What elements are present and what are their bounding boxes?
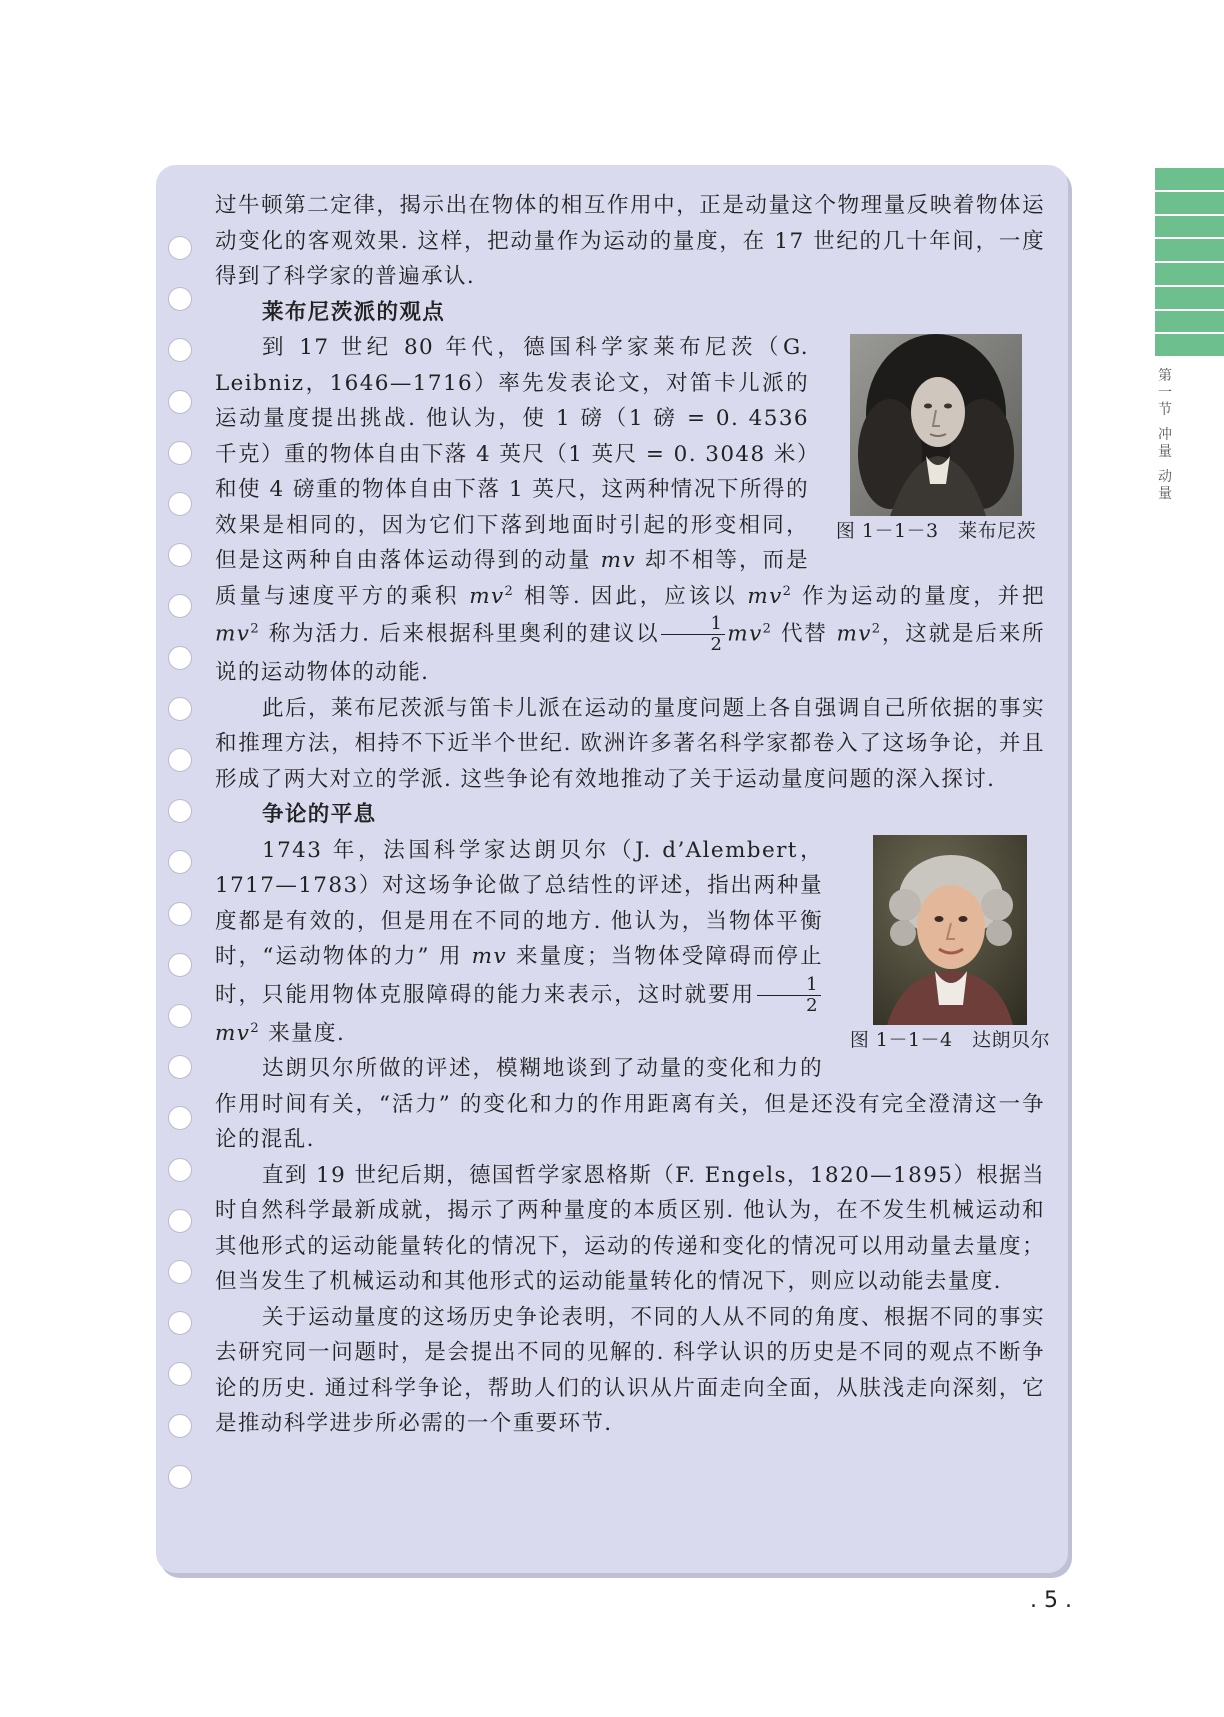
- figure-leibniz: [831, 334, 1041, 546]
- binder-hole: [168, 697, 192, 721]
- page-number: . 5 .: [1030, 1588, 1072, 1613]
- side-char: 量: [1158, 486, 1172, 502]
- binder-hole: [168, 594, 192, 618]
- fraction-denominator: 2: [806, 994, 819, 1016]
- math-mv2: mv: [215, 621, 251, 647]
- text-run: 1743 年，法国科学家达朗贝尔（J. d’Alembert，1717—1783）对这场争论做了总结性的评述，指出两种量度都是有效的，但是用在不同的地方. 他认为，当物体平衡时，“运动物体的力” 用: [215, 837, 823, 969]
- binder-hole: [168, 338, 192, 362]
- binder-hole: [168, 953, 192, 977]
- text-run: 作为运动的量度，并把: [792, 583, 1045, 609]
- text-run: ，这就是后来所说的运动物体的动能.: [215, 621, 1045, 685]
- binder-holes: [168, 236, 198, 1496]
- binder-hole: [168, 1158, 192, 1182]
- binder-hole: [168, 1004, 192, 1028]
- binder-hole: [168, 902, 192, 926]
- binder-hole: [168, 492, 192, 516]
- binder-hole: [168, 748, 192, 772]
- text-run: 到 17 世纪 80 年代，德国科学家莱布尼茨（G. Leibniz，1646—1716）率先发表论文，对笛卡儿派的运动量度提出挑战. 他认为，使 1 磅（1 磅 = 0. 4536 千克）重的物体自由下落 4 英尺（1 英尺 = 0. 3048 米）和使 4 磅重的物体自由下落 1 英尺，这两种情况下所得的效果是相同的，因为它们下落到地面时引起的形变相同，但是这两种自由落体运动得到的动量: [215, 335, 809, 573]
- binder-hole: [168, 543, 192, 567]
- superscript: 2: [871, 621, 882, 637]
- text-run: 相等. 因此，应该以: [514, 583, 748, 609]
- binder-hole: [168, 1414, 192, 1438]
- section-side-label: [1152, 368, 1178, 503]
- figure-dalembert: [845, 835, 1055, 1055]
- article-body: [215, 188, 1051, 1442]
- math-mv2: mv: [727, 621, 763, 647]
- fraction-denominator: 2: [710, 634, 724, 655]
- binder-hole: [168, 1465, 192, 1489]
- fraction-numerator: 1: [661, 614, 725, 635]
- fraction-half: [661, 614, 725, 655]
- dalembert-portrait: [873, 835, 1027, 1025]
- section-heading: 争论的平息: [262, 802, 377, 827]
- section-heading: 莱布尼茨派的观点: [262, 299, 446, 325]
- superscript: 2: [504, 583, 515, 599]
- math-mv: mv: [600, 548, 636, 573]
- chapter-tab: [1155, 168, 1224, 356]
- text-run: 来量度；当物体受障碍而停止时，只能用物体克服障碍的能力来表示，这时就要用: [215, 944, 824, 1007]
- fraction-numerator: 1: [757, 975, 821, 996]
- side-char: 动: [1158, 469, 1172, 485]
- paragraph: 达朗贝尔所做的评述，模糊地谈到了动量的变化和力的作用时间有关，“活力” 的变化和力的作用距离有关，但是还没有完全澄清这一争论的混乱.: [215, 1056, 1045, 1152]
- text-run: 代替: [772, 621, 837, 647]
- math-mv2: mv: [747, 583, 783, 609]
- binder-hole: [168, 1362, 192, 1386]
- paragraph: 关于运动量度的这场历史争论表明，不同的人从不同的角度、根据不同的事实去研究同一问题时，是会提出不同的见解的. 科学认识的历史是不同的观点不断争论的历史. 通过科学争论，帮助人们的认识从片面走向全面，从肤浅走向深刻，它是推动科学进步所必需的一个重要环节.: [215, 1304, 1045, 1436]
- binder-hole: [168, 850, 192, 874]
- side-char: 节: [1158, 402, 1172, 418]
- binder-hole: [168, 646, 192, 670]
- side-char: 第: [1158, 368, 1172, 384]
- text-run: 来量度.: [260, 1020, 346, 1046]
- superscript: 2: [250, 621, 261, 637]
- text-run: 却不相等，而是质量与速度平方的乘积: [215, 548, 809, 609]
- binder-hole: [168, 1209, 192, 1233]
- binder-hole: [168, 799, 192, 823]
- binder-hole: [168, 1055, 192, 1079]
- paragraph: 此后，莱布尼茨派与笛卡儿派在运动的量度问题上各自强调自己所依据的事实和推理方法，相持不下近半个世纪. 欧洲许多著名科学家都卷入了这场争论，并且形成了两大对立的学派. 这些争论有效地推动了关于运动量度问题的深入探讨.: [215, 695, 1045, 792]
- side-char: 一: [1158, 385, 1172, 401]
- superscript: 2: [250, 1020, 261, 1036]
- binder-hole: [168, 236, 192, 260]
- math-mv2: mv: [215, 1020, 251, 1046]
- leibniz-portrait: [850, 334, 1022, 516]
- superscript: 2: [762, 621, 773, 637]
- figure-caption: 图 1－1－4 达朗贝尔: [849, 1028, 1051, 1051]
- binder-hole: [168, 390, 192, 414]
- side-char: 量: [1158, 444, 1172, 460]
- fraction-half: [757, 975, 821, 1016]
- binder-hole: [168, 1106, 192, 1130]
- superscript: 2: [782, 583, 793, 599]
- binder-hole: [168, 287, 192, 311]
- figure-caption: 图 1－1－3 莱布尼茨: [835, 520, 1037, 542]
- binder-hole: [168, 441, 192, 465]
- binder-hole: [168, 1311, 192, 1335]
- math-mv: mv: [471, 944, 507, 969]
- paragraph: 过牛顿第二定律，揭示出在物体的相互作用中，正是动量这个物理量反映着物体运动变化的客观效果. 这样，把动量作为运动的量度，在 17 世纪的几十年间，一度得到了科学家的普遍承认.: [215, 193, 1045, 289]
- math-mv2: mv: [836, 621, 872, 647]
- binder-hole: [168, 1260, 192, 1284]
- math-mv2: mv: [469, 583, 505, 609]
- side-char: 冲: [1158, 427, 1172, 443]
- text-run: 称为活力. 后来根据科里奥利的建议以: [260, 621, 660, 647]
- paragraph: 直到 19 世纪后期，德国哲学家恩格斯（F. Engels，1820—1895）根据当时自然科学最新成就，揭示了两种量度的本质区别. 他认为，在不发生机械运动和其他形式的运动能量转化的情况下，运动的传递和变化的情况可以用动量去量度；但当发生了机械运动和其他形式的运动能量转化的情况下，则应以动能去量度.: [215, 1162, 1045, 1294]
